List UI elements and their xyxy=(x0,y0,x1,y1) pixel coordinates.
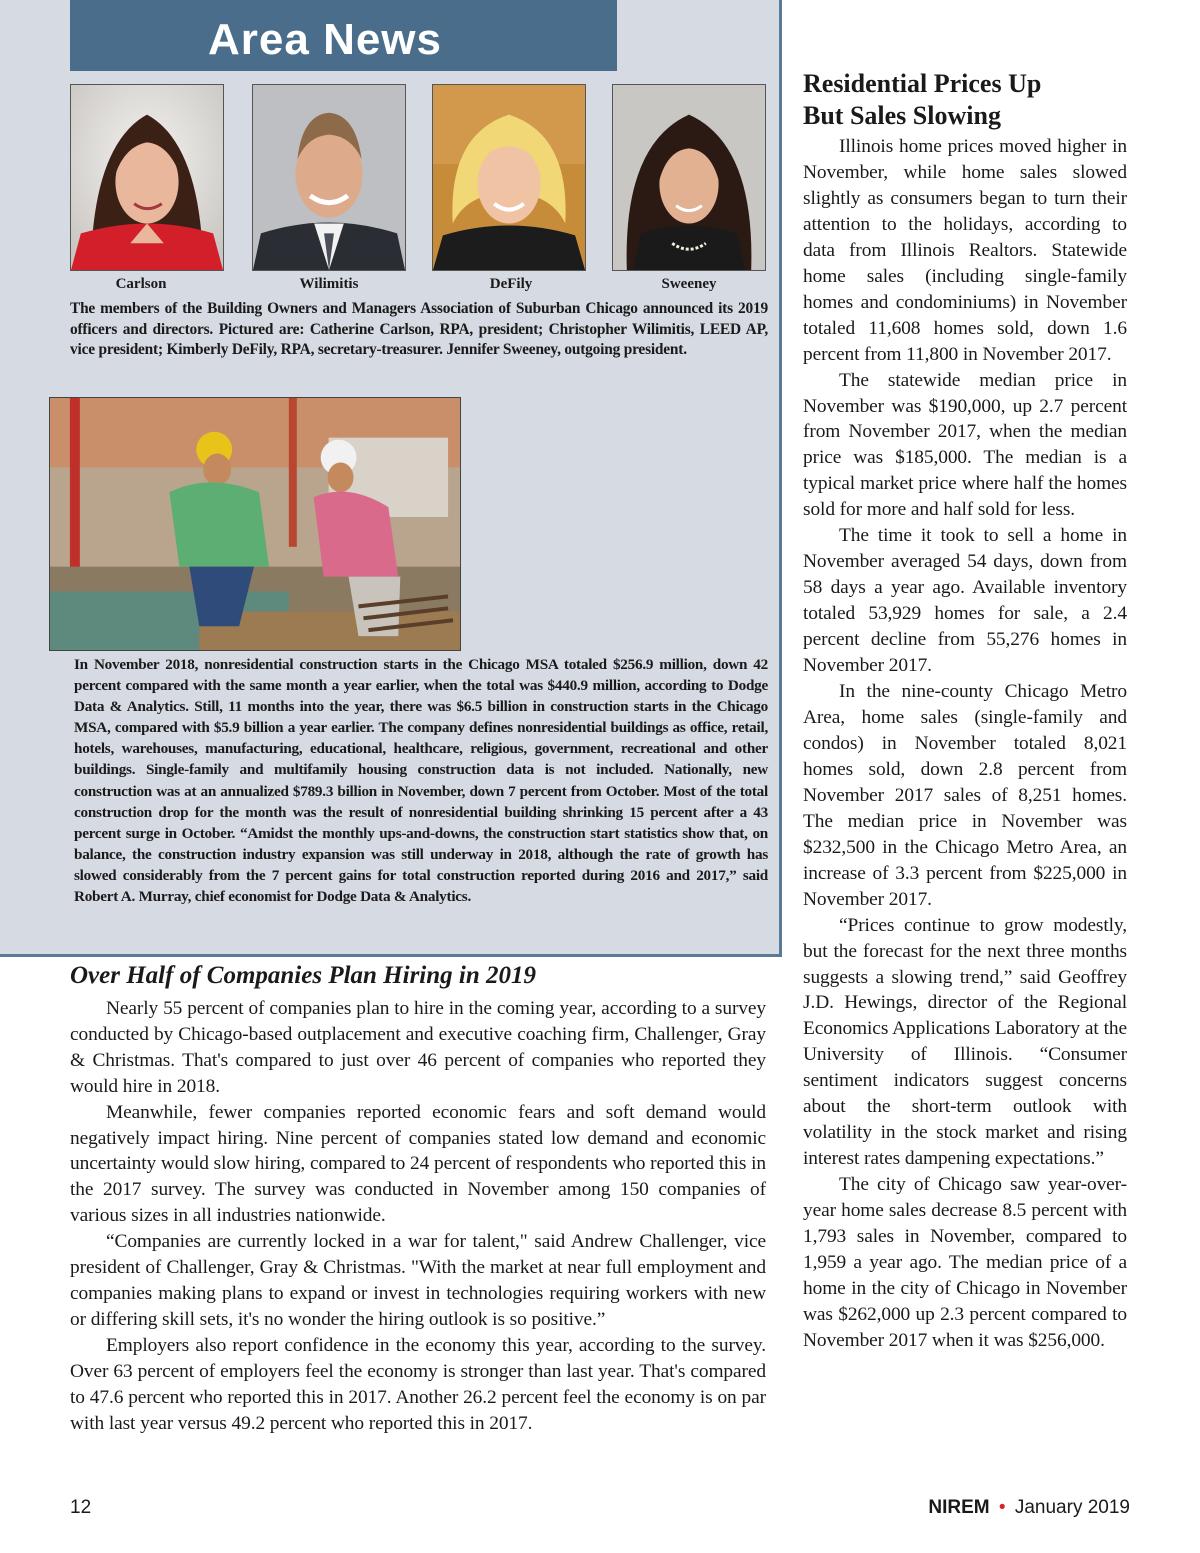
portrait-photo-icon xyxy=(253,85,405,270)
construction-workers-icon xyxy=(50,398,460,650)
portrait-defily xyxy=(432,84,586,271)
area-news-panel xyxy=(0,0,782,957)
title-line: But Sales Slowing xyxy=(803,101,1001,130)
portrait-name: Wilimitis xyxy=(299,276,359,292)
title-line: Residential Prices Up xyxy=(803,69,1042,98)
article-paragraph: Nearly 55 percent of companies plan to hire in the coming year, according to a survey conducted by Chicago-based outplacement and executive coaching firm, Challenger, Gray & Christmas. That's compared to just over 46 percent of companies who reported they would hire in 2018. xyxy=(70,998,766,1097)
construction-photo xyxy=(49,397,461,651)
section-banner xyxy=(70,0,617,71)
page-number: 12 xyxy=(70,1497,92,1518)
article-paragraph: Meanwhile, fewer companies reported economic fears and soft demand would negatively impact hiring. Nine percent of companies stated low demand and economic uncertainty would slow hiring, compared to 24 percent of respondents who reported this in the 2017 survey. The survey was conducted in November among 150 companies of various sizes in all industries nationwide. xyxy=(70,1101,766,1227)
residential-article-title xyxy=(803,68,1133,132)
residential-article-body xyxy=(803,134,1127,1354)
portrait-photo-icon xyxy=(613,85,765,270)
portrait-name: DeFily xyxy=(489,276,533,292)
hiring-article-title: Over Half of Companies Plan Hiring in 2019 xyxy=(70,962,537,989)
portrait-name: Carlson xyxy=(115,276,167,292)
article-paragraph: In the nine-county Chicago Metro Area, home sales (single-family and condos) in November totaled 8,021 homes sold, down 2.8 percent from November 2017 sales of 8,251 homes. The median price in November was $232,500 in the Chicago Metro Area, an increase of 3.3 percent from $225,000 in November 2017. xyxy=(803,681,1127,910)
portrait-name: Sweeney xyxy=(661,276,717,292)
article-paragraph: “Prices continue to grow modestly, but the forecast for the next three months suggests a slowing trend,” said Geoffrey J.D. Hewings, director of the Regional Economics Applications Laboratory at the University of Illinois. “Consumer sentiment indicators suggest concerns about the short-term outlook with volatility in the stock market and rising interest rates dampening expectations.” xyxy=(803,914,1127,1170)
portrait-sweeney xyxy=(612,84,766,271)
article-paragraph: Employers also report confidence in the economy this year, according to the survey. Over 63 percent of employers feel the economy is stronger than last year. That's compared to 47.6 percent who reported this in 2017. Another 26.2 percent feel the economy is on par with last year versus 49.2 percent who reported this in 2017. xyxy=(70,1334,766,1434)
publication-footer xyxy=(928,1497,1130,1519)
publication-name: NIREM xyxy=(928,1497,990,1518)
article-paragraph: “Companies are currently locked in a war for talent," said Andrew Challenger, vice president of Challenger, Gray & Christmas. "With the market at near full employment and companies making plans to expand or invest in technologies requiring workers with new or differing skill sets, it's no wonder the hiring outlook is so positive.” xyxy=(70,1231,766,1330)
issue-date: January 2019 xyxy=(1014,1497,1130,1518)
article-paragraph: Illinois home prices moved higher in November, while home sales slowed slightly as consumers began to turn their attention to the holidays, according to data from Illinois Realtors. Statewide home sales (including single-family homes and condominiums) in November totaled 11,608 homes sold, down 1.6 percent from 11,800 in November 2017. xyxy=(803,136,1127,365)
portrait-carlson xyxy=(70,84,224,271)
portrait-photo-icon xyxy=(71,85,223,270)
section-title: Area News xyxy=(208,15,443,64)
hiring-article-body xyxy=(70,996,766,1436)
portrait-wilimitis xyxy=(252,84,406,271)
portrait-photo-icon xyxy=(433,85,585,270)
article-paragraph: The statewide median price in November was $190,000, up 2.7 percent from November 2017, when the median price was $185,000. The median is a typical market price where half the homes sold for more and half sold for less. xyxy=(803,369,1127,521)
article-paragraph: The city of Chicago saw year-over-year home sales decrease 8.5 percent with 1,793 sales in November, compared to 1,959 a year ago. The median price of a home in the city of Chicago in November was $262,000 up 2.3 percent compared to November 2017 when it was $256,000. xyxy=(803,1174,1127,1351)
officers-caption: The members of the Building Owners and Managers Association of Suburban Chicago announced its 2019 officers and directors. Pictured are: Catherine Carlson, RPA, president; Christopher Wilimitis, LEED AP, vice president; Kimberly DeFily, RPA, secretary-treasurer. Jennifer Sweeney, outgoing president. xyxy=(70,300,768,358)
separator-bullet: • xyxy=(998,1497,1006,1518)
construction-caption: In November 2018, nonresidential construction starts in the Chicago MSA totaled $256.9 million, down 42 percent compared with the same month a year earlier, when the total was $440.9 million, according to Dodge Data & Analytics. Still, 11 months into the year, there was $6.5 billion in construction starts in the Chicago MSA, compared with $5.9 billion a year earlier. The company defines nonresidential buildings as office, retail, hotels, warehouses, manufacturing, educational, healthcare, religious, government, recreational and other buildings. Single-family and multifamily housing construction data is not included. Nationally, new construction was at an annualized $789.3 billion in November, down 7 percent from October. Most of the total construction drop for the month was the result of nonresidential building shrinking 15 percent after a 43 percent surge in October. “Amidst the monthly ups-and-downs, the construction start statistics show that, on balance, the construction industry expansion was still underway in 2018, although the rate of growth has slowed considerably from the 7 percent gains for total construction reported during 2016 and 2017,” said Robert A. Murray, chief economist for Dodge Data & Analytics. xyxy=(74,656,768,906)
article-paragraph: The time it took to sell a home in November averaged 54 days, down from 58 days a year ago. Available inventory totaled 53,929 homes for sale, a 2.4 percent decline from 55,276 homes in November 2017. xyxy=(803,525,1127,677)
